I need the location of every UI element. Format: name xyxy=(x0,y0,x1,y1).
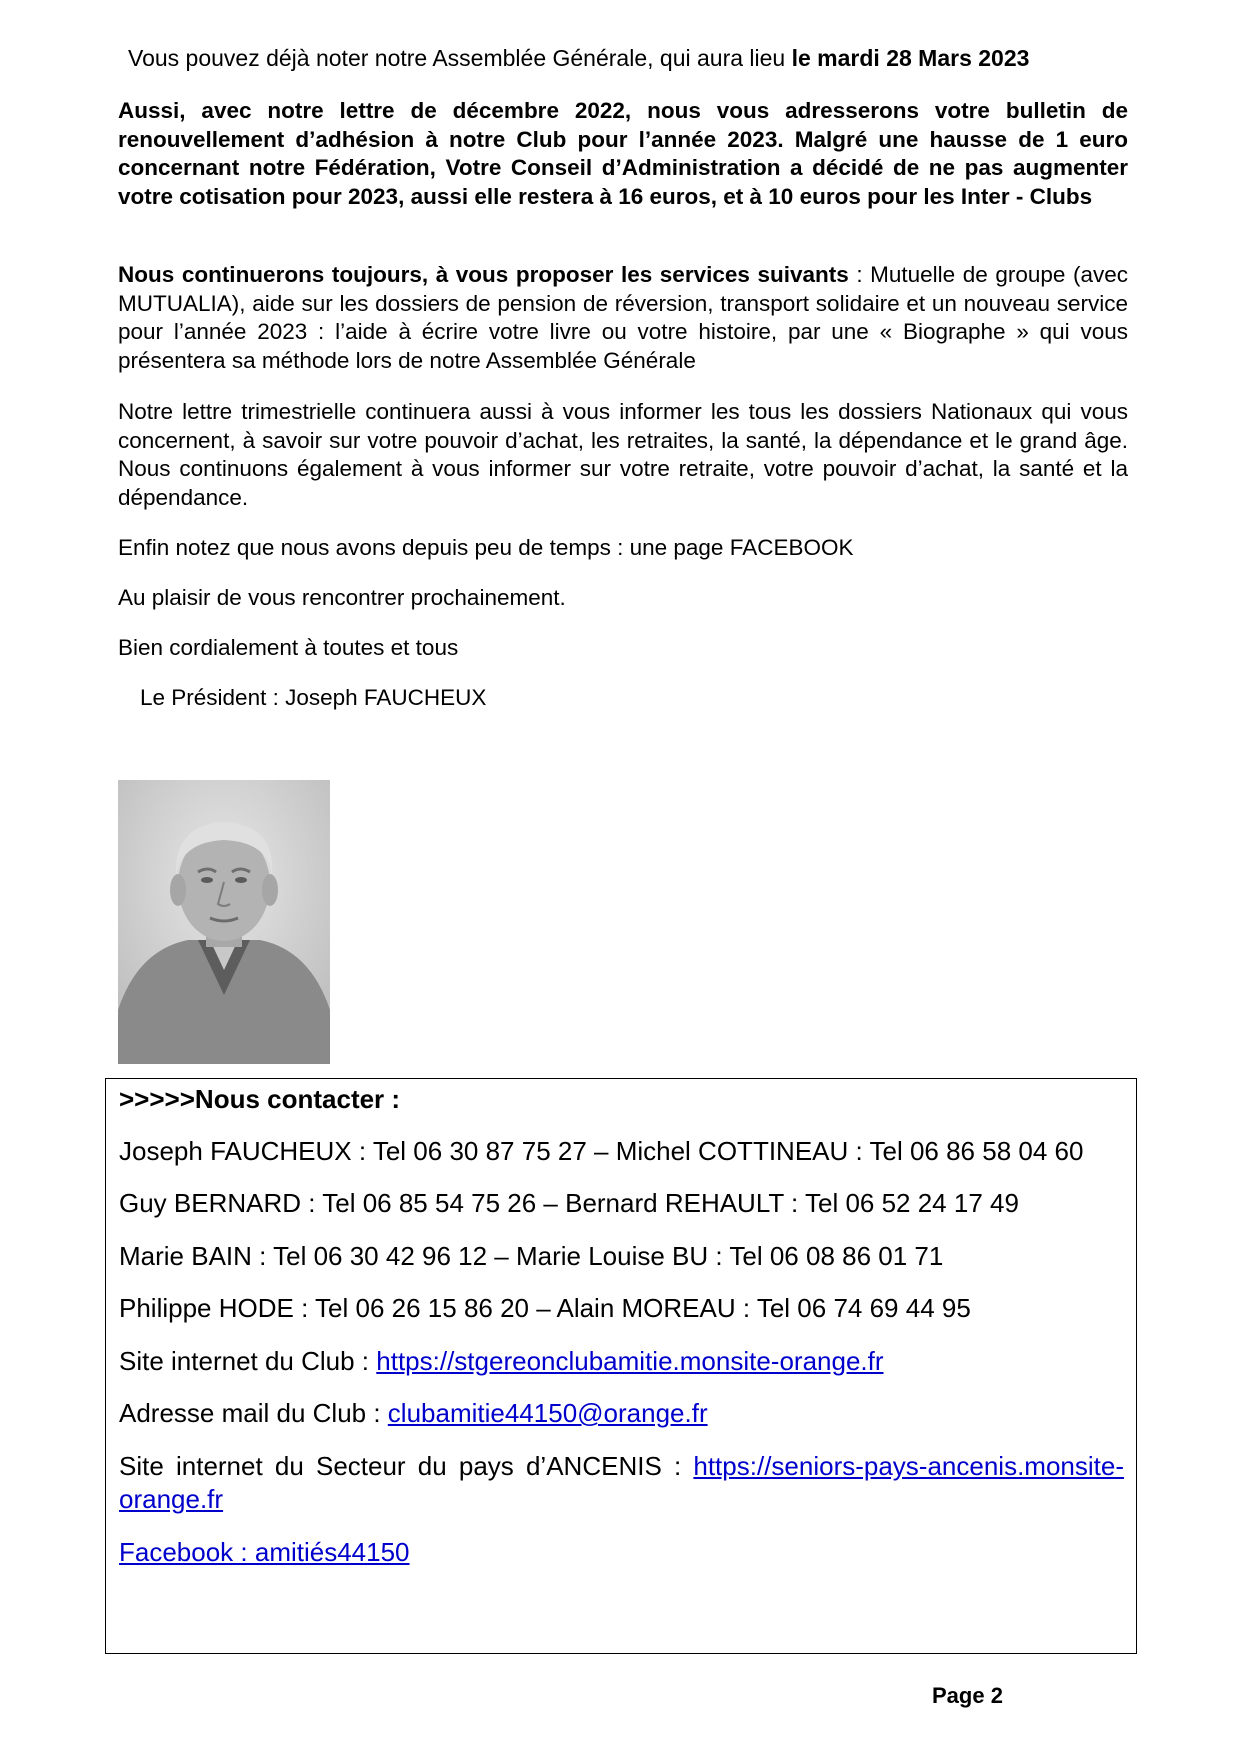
assembly-date: le mardi 28 Mars 2023 xyxy=(791,45,1030,71)
club-website-row xyxy=(119,1345,1124,1379)
club-email-link[interactable]: clubamitie44150@orange.fr xyxy=(387,1398,708,1428)
president-photo xyxy=(118,780,330,1064)
contact-row: Guy BERNARD : Tel 06 85 54 75 26 – Bernard REHAULT : Tel 06 52 24 17 49 xyxy=(119,1188,1019,1218)
services-paragraph xyxy=(118,261,1128,375)
newsletter-paragraph: Notre lettre trimestrielle continuera aussi à vous informer les tous les dossiers Nationaux qui vous concernent, à savoir sur votre pouvoir d’achat, les retraites, la santé, la dépendance et le grand âge. Nous continuons également à vous informer sur votre retraite, votre pouvoir d’achat, la santé et la dépendance. xyxy=(118,399,1128,510)
club-website-link[interactable]: https://stgereonclubamitie.monsite-orange.fr xyxy=(376,1345,884,1376)
club-website-label: Site internet du Club : xyxy=(119,1345,377,1376)
contact-box xyxy=(105,1078,1137,1654)
services-heading: Nous continuerons toujours, à vous proposer les services suivants xyxy=(118,262,849,287)
assembly-notice xyxy=(128,45,1029,72)
regards-line: Bien cordialement à toutes et tous xyxy=(118,635,459,660)
signature: Le Président : Joseph FAUCHEUX xyxy=(140,685,487,710)
club-email-label: Adresse mail du Club : xyxy=(119,1398,388,1428)
services-text: : Mutuelle de groupe (avec MUTUALIA), aide sur les dossiers de pension de réversion, transport solidaire et un nouveau service pour l’année 2023 : l’aide à écrire votre livre ou votre histoire, par une « Biographe » qui vous présentera sa méthode lors de notre Assemblée Générale xyxy=(118,262,1128,373)
contact-title: >>>>>Nous contacter : xyxy=(119,1084,401,1114)
sector-website-link[interactable]: https://seniors-pays-ancenis.monsite-orange.fr xyxy=(119,1450,1124,1514)
page-number: Page 2 xyxy=(932,1683,1003,1708)
contact-row: Joseph FAUCHEUX : Tel 06 30 87 75 27 – Michel COTTINEAU : Tel 06 86 58 04 60 xyxy=(119,1135,1084,1166)
sector-website-row xyxy=(119,1450,1124,1517)
facebook-link[interactable]: Facebook : amitiés44150 xyxy=(119,1536,410,1567)
contact-row: Philippe HODE : Tel 06 26 15 86 20 – Alain MOREAU : Tel 06 74 69 44 95 xyxy=(119,1293,971,1323)
club-email-row xyxy=(119,1397,1124,1431)
sector-website-label: Site internet du Secteur du pays d’ANCENIS : xyxy=(119,1450,694,1481)
assembly-notice-text: Vous pouvez déjà noter notre Assemblée Générale, qui aura lieu xyxy=(128,45,792,71)
facebook-row xyxy=(119,1536,1124,1570)
facebook-line: Enfin notez que nous avons depuis peu de temps : une page FACEBOOK xyxy=(118,535,854,560)
membership-paragraph: Aussi, avec notre lettre de décembre 2022, nous vous adresserons votre bulletin de renouvellement d’adhésion à notre Club pour l’année 2023. Malgré une hausse de 1 euro concernant notre Fédération, Votre Conseil d’Administration a décidé de ne pas augmenter votre cotisation pour 2023, aussi elle restera à 16 euros, et à 10 euros pour les Inter - Clubs xyxy=(118,98,1128,209)
contact-row: Marie BAIN : Tel 06 30 42 96 12 – Marie Louise BU : Tel 06 08 86 01 71 xyxy=(119,1240,944,1271)
meeting-line: Au plaisir de vous rencontrer prochainement. xyxy=(118,585,566,610)
